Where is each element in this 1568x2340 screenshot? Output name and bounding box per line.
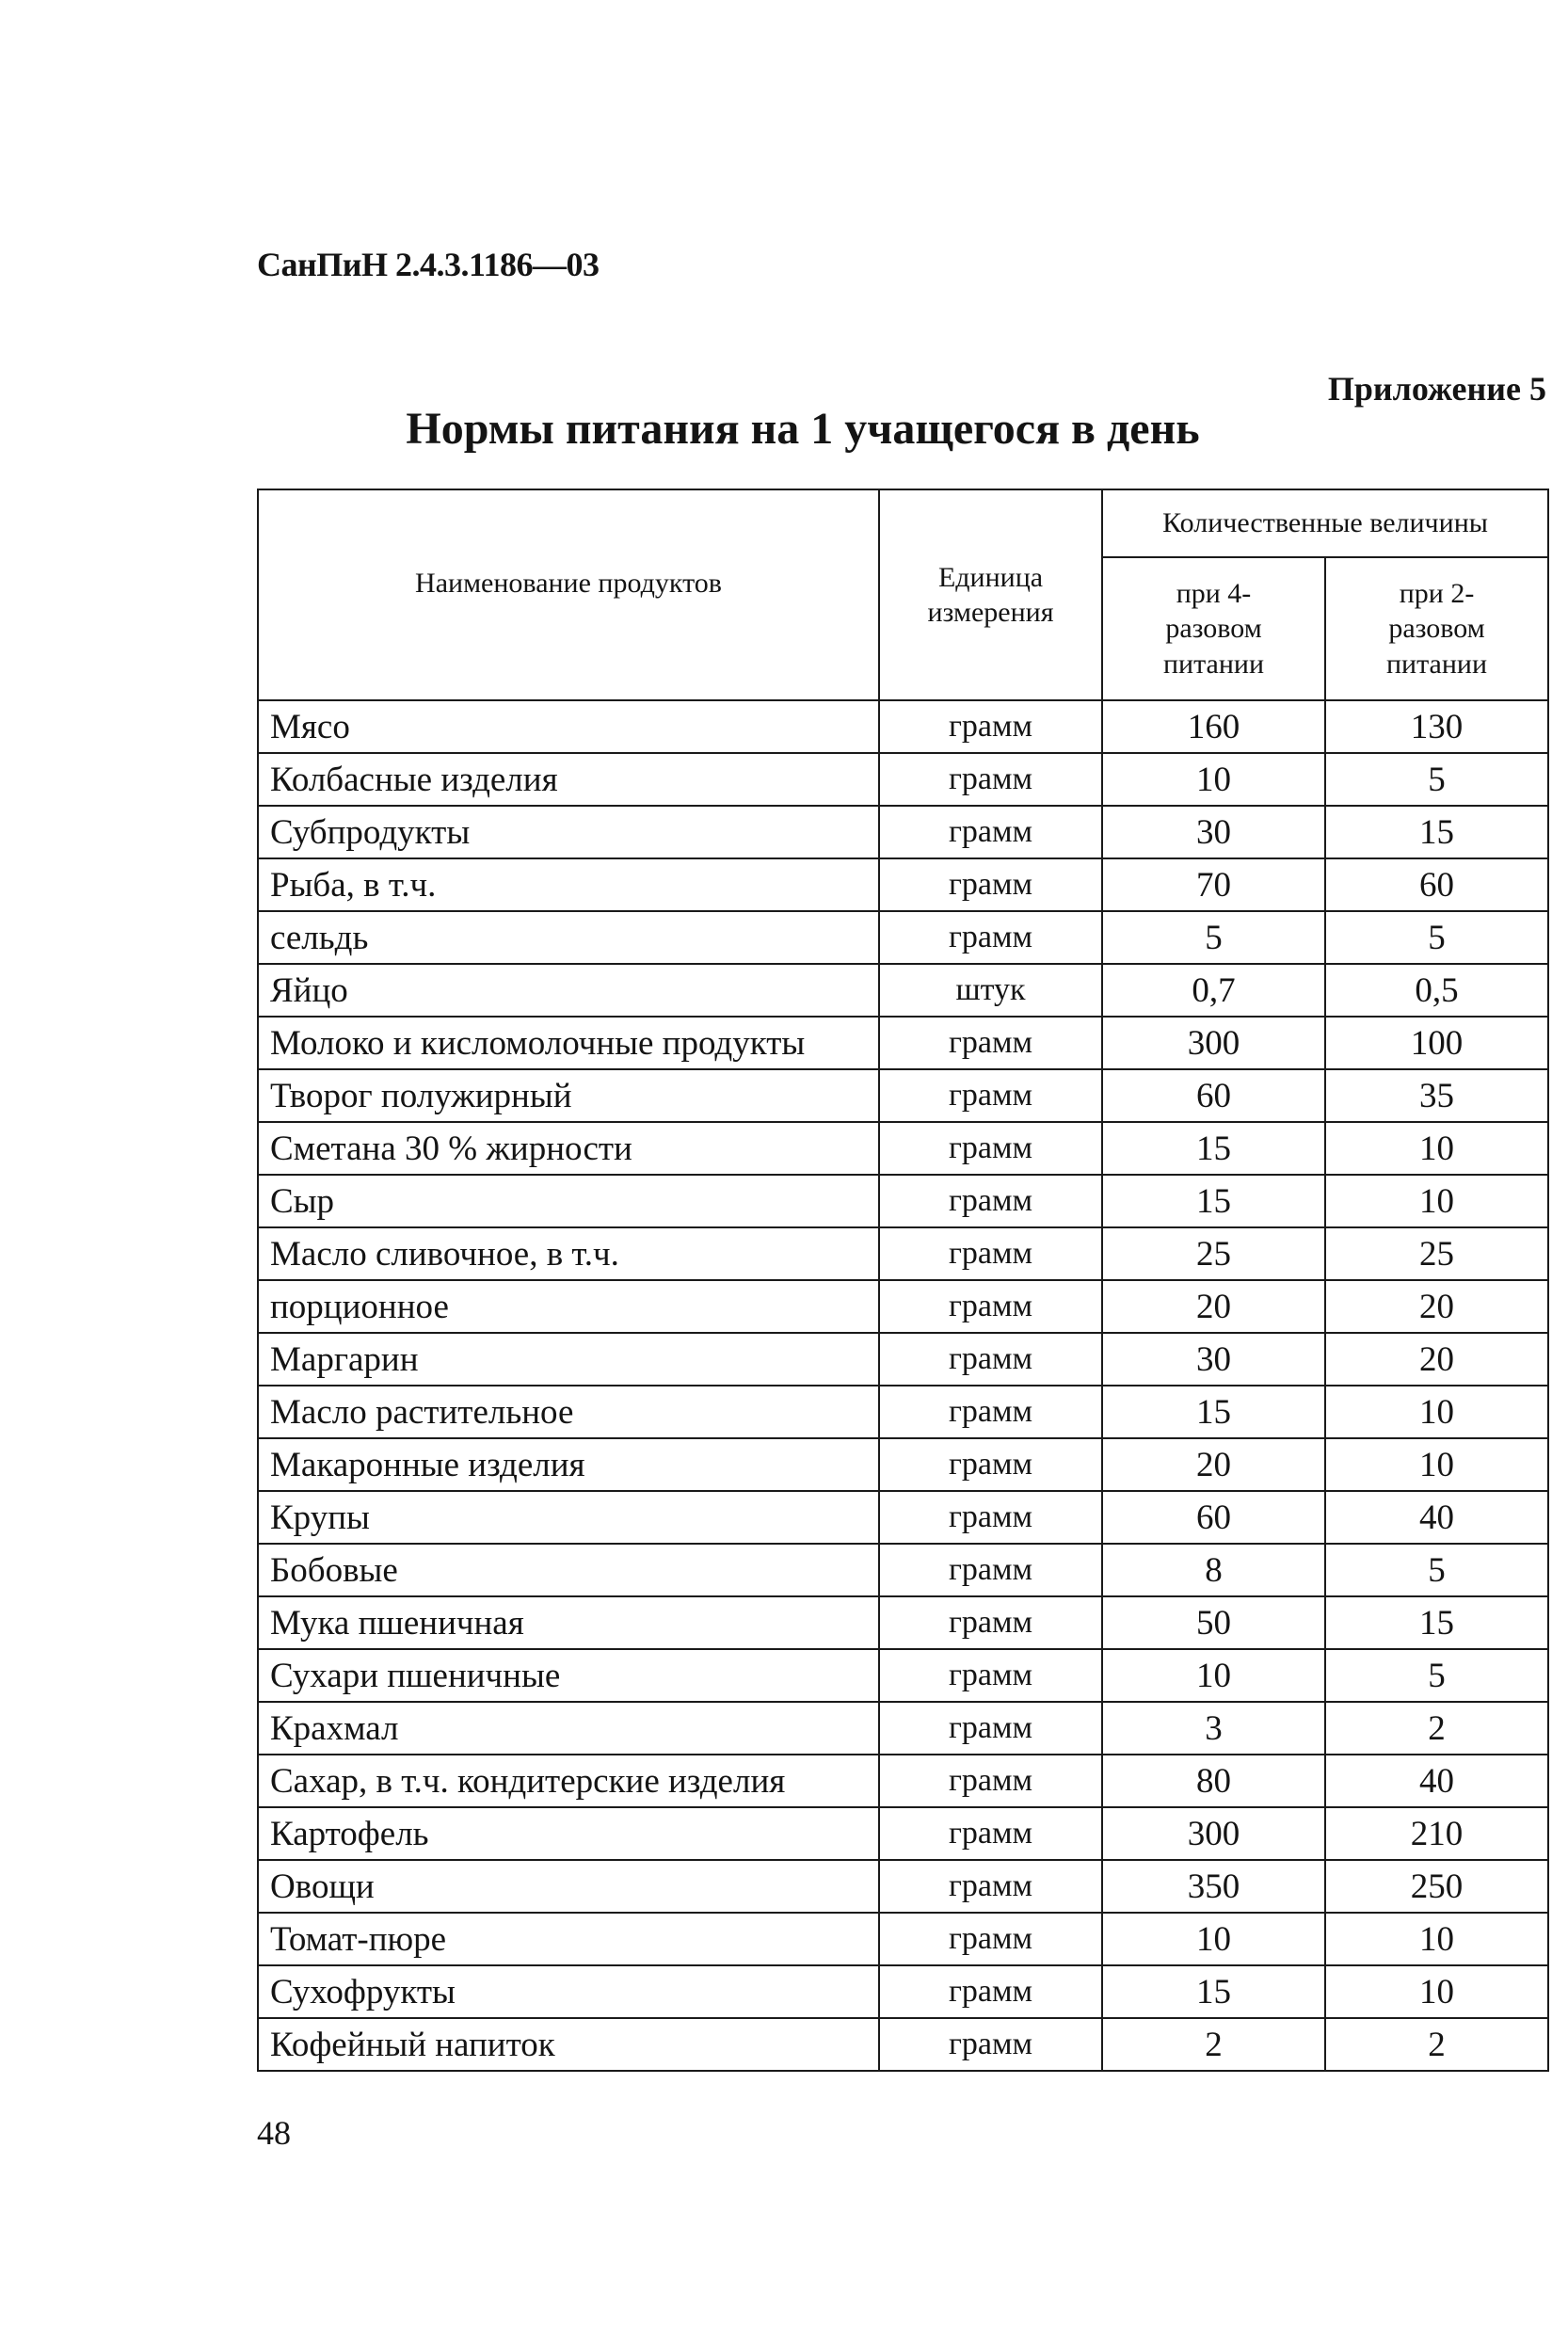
four-meals-value-cell: 15 [1102,1122,1325,1175]
table-row [258,1807,1548,1860]
product-name-cell: Сметана 30 % жирности [258,1122,879,1175]
four-meals-value-cell: 70 [1102,858,1325,911]
page-title: Нормы питания на 1 учащегося в день [406,404,1200,454]
product-name-cell: Крахмал [258,1702,879,1755]
unit-cell: грамм [879,1386,1102,1438]
unit-cell: грамм [879,1438,1102,1491]
unit-cell: грамм [879,1965,1102,2018]
four-meals-value-cell: 0,7 [1102,964,1325,1017]
unit-cell: грамм [879,806,1102,858]
four-meals-value-cell: 20 [1102,1438,1325,1491]
product-name-cell: Масло сливочное, в т.ч. [258,1227,879,1280]
table-header [258,489,1548,700]
unit-cell: штук [879,964,1102,1017]
four-meals-value-cell: 15 [1102,1175,1325,1227]
unit-cell: грамм [879,2018,1102,2071]
table-row [258,911,1548,964]
four-meals-value-cell: 8 [1102,1544,1325,1596]
product-name-cell: Субпродукты [258,806,879,858]
table-body [258,700,1548,2071]
four-meals-value-cell: 10 [1102,1913,1325,1965]
two-meals-value-cell: 15 [1325,806,1548,858]
unit-cell: грамм [879,1860,1102,1913]
unit-cell: грамм [879,1807,1102,1860]
product-name-cell: Сухари пшеничные [258,1649,879,1702]
two-meals-value-cell: 10 [1325,1965,1548,2018]
two-meals-value-cell: 10 [1325,1386,1548,1438]
two-meals-value-cell: 2 [1325,1702,1548,1755]
table-row [258,753,1548,806]
unit-cell: грамм [879,1227,1102,1280]
table-row [258,1280,1548,1333]
unit-cell: грамм [879,1596,1102,1649]
product-name-cell: Макаронные изделия [258,1438,879,1491]
four-meals-value-cell: 5 [1102,911,1325,964]
table-row [258,1386,1548,1438]
four-meals-value-cell: 300 [1102,1017,1325,1069]
product-name-cell: порционное [258,1280,879,1333]
product-name-cell: сельдь [258,911,879,964]
two-meals-value-cell: 5 [1325,753,1548,806]
unit-cell: грамм [879,911,1102,964]
product-name-cell: Картофель [258,1807,879,1860]
page-number: 48 [257,2114,291,2152]
product-name-cell: Масло растительное [258,1386,879,1438]
four-meals-value-cell: 60 [1102,1491,1325,1544]
product-name-cell: Сахар, в т.ч. кондитерские изделия [258,1755,879,1807]
product-name-cell: Маргарин [258,1333,879,1386]
table-row [258,700,1548,753]
two-meals-value-cell: 100 [1325,1017,1548,1069]
two-meals-value-cell: 40 [1325,1755,1548,1807]
two-meals-value-cell: 210 [1325,1807,1548,1860]
four-meals-value-cell: 3 [1102,1702,1325,1755]
appendix-label: Приложение 5 [1327,370,1546,408]
table-row [258,858,1548,911]
four-meals-value-cell: 20 [1102,1280,1325,1333]
four-meals-value-cell: 10 [1102,1649,1325,1702]
unit-cell: грамм [879,1122,1102,1175]
two-meals-value-cell: 20 [1325,1333,1548,1386]
unit-cell: грамм [879,1702,1102,1755]
product-name-cell: Рыба, в т.ч. [258,858,879,911]
header-product-name: Наименование продуктов [258,489,879,700]
product-name-cell: Яйцо [258,964,879,1017]
four-meals-value-cell: 350 [1102,1860,1325,1913]
four-meals-value-cell: 300 [1102,1807,1325,1860]
four-meals-value-cell: 15 [1102,1965,1325,2018]
table-row [258,2018,1548,2071]
unit-cell: грамм [879,700,1102,753]
table-row [258,1069,1548,1122]
product-name-cell: Молоко и кисломолочные продукты [258,1017,879,1069]
four-meals-value-cell: 15 [1102,1386,1325,1438]
table-row [258,964,1548,1017]
four-meals-value-cell: 30 [1102,806,1325,858]
table-row [258,1122,1548,1175]
table-row [258,1596,1548,1649]
table-row [258,1965,1548,2018]
product-name-cell: Бобовые [258,1544,879,1596]
unit-cell: грамм [879,1755,1102,1807]
two-meals-value-cell: 10 [1325,1913,1548,1965]
unit-cell: грамм [879,1280,1102,1333]
product-name-cell: Мясо [258,700,879,753]
two-meals-value-cell: 5 [1325,1544,1548,1596]
header-unit [879,489,1102,700]
product-name-cell: Сухофрукты [258,1965,879,2018]
table-row [258,1438,1548,1491]
header-unit-text: Единица измерения [927,561,1054,628]
unit-cell: грамм [879,1175,1102,1227]
product-name-cell: Овощи [258,1860,879,1913]
table-row [258,1333,1548,1386]
product-name-cell: Мука пшеничная [258,1596,879,1649]
two-meals-value-cell: 25 [1325,1227,1548,1280]
nutrition-norms-table [257,489,1549,2072]
two-meals-value-cell: 5 [1325,1649,1548,1702]
two-meals-value-cell: 15 [1325,1596,1548,1649]
two-meals-value-cell: 130 [1325,700,1548,753]
unit-cell: грамм [879,1491,1102,1544]
four-meals-value-cell: 80 [1102,1755,1325,1807]
table-row [258,1755,1548,1807]
four-meals-value-cell: 50 [1102,1596,1325,1649]
header-two-meals [1325,557,1548,700]
unit-cell: грамм [879,1544,1102,1596]
table-row [258,1227,1548,1280]
unit-cell: грамм [879,1649,1102,1702]
unit-cell: грамм [879,1069,1102,1122]
two-meals-value-cell: 5 [1325,911,1548,964]
two-meals-value-cell: 20 [1325,1280,1548,1333]
header-four-meals-text: при 4-разовом питании [1162,577,1265,680]
product-name-cell: Крупы [258,1491,879,1544]
header-quantities: Количественные величины [1102,489,1548,557]
two-meals-value-cell: 0,5 [1325,964,1548,1017]
four-meals-value-cell: 2 [1102,2018,1325,2071]
product-name-cell: Сыр [258,1175,879,1227]
two-meals-value-cell: 40 [1325,1491,1548,1544]
table-row [258,1913,1548,1965]
table-row [258,1649,1548,1702]
table-row [258,1017,1548,1069]
table-row [258,806,1548,858]
unit-cell: грамм [879,1333,1102,1386]
product-name-cell: Кофейный напиток [258,2018,879,2071]
product-name-cell: Томат-пюре [258,1913,879,1965]
two-meals-value-cell: 35 [1325,1069,1548,1122]
product-name-cell: Колбасные изделия [258,753,879,806]
two-meals-value-cell: 10 [1325,1175,1548,1227]
unit-cell: грамм [879,1017,1102,1069]
table-row [258,1491,1548,1544]
two-meals-value-cell: 2 [1325,2018,1548,2071]
header-two-meals-text: при 2-разовом питании [1385,577,1488,680]
four-meals-value-cell: 160 [1102,700,1325,753]
header-four-meals [1102,557,1325,700]
four-meals-value-cell: 30 [1102,1333,1325,1386]
product-name-cell: Творог полужирный [258,1069,879,1122]
table-row [258,1860,1548,1913]
table-row [258,1702,1548,1755]
unit-cell: грамм [879,1913,1102,1965]
unit-cell: грамм [879,753,1102,806]
two-meals-value-cell: 10 [1325,1122,1548,1175]
unit-cell: грамм [879,858,1102,911]
four-meals-value-cell: 60 [1102,1069,1325,1122]
two-meals-value-cell: 10 [1325,1438,1548,1491]
document-code: СанПиН 2.4.3.1186—03 [257,246,600,283]
four-meals-value-cell: 10 [1102,753,1325,806]
table-row [258,1175,1548,1227]
two-meals-value-cell: 250 [1325,1860,1548,1913]
two-meals-value-cell: 60 [1325,858,1548,911]
four-meals-value-cell: 25 [1102,1227,1325,1280]
table-row [258,1544,1548,1596]
